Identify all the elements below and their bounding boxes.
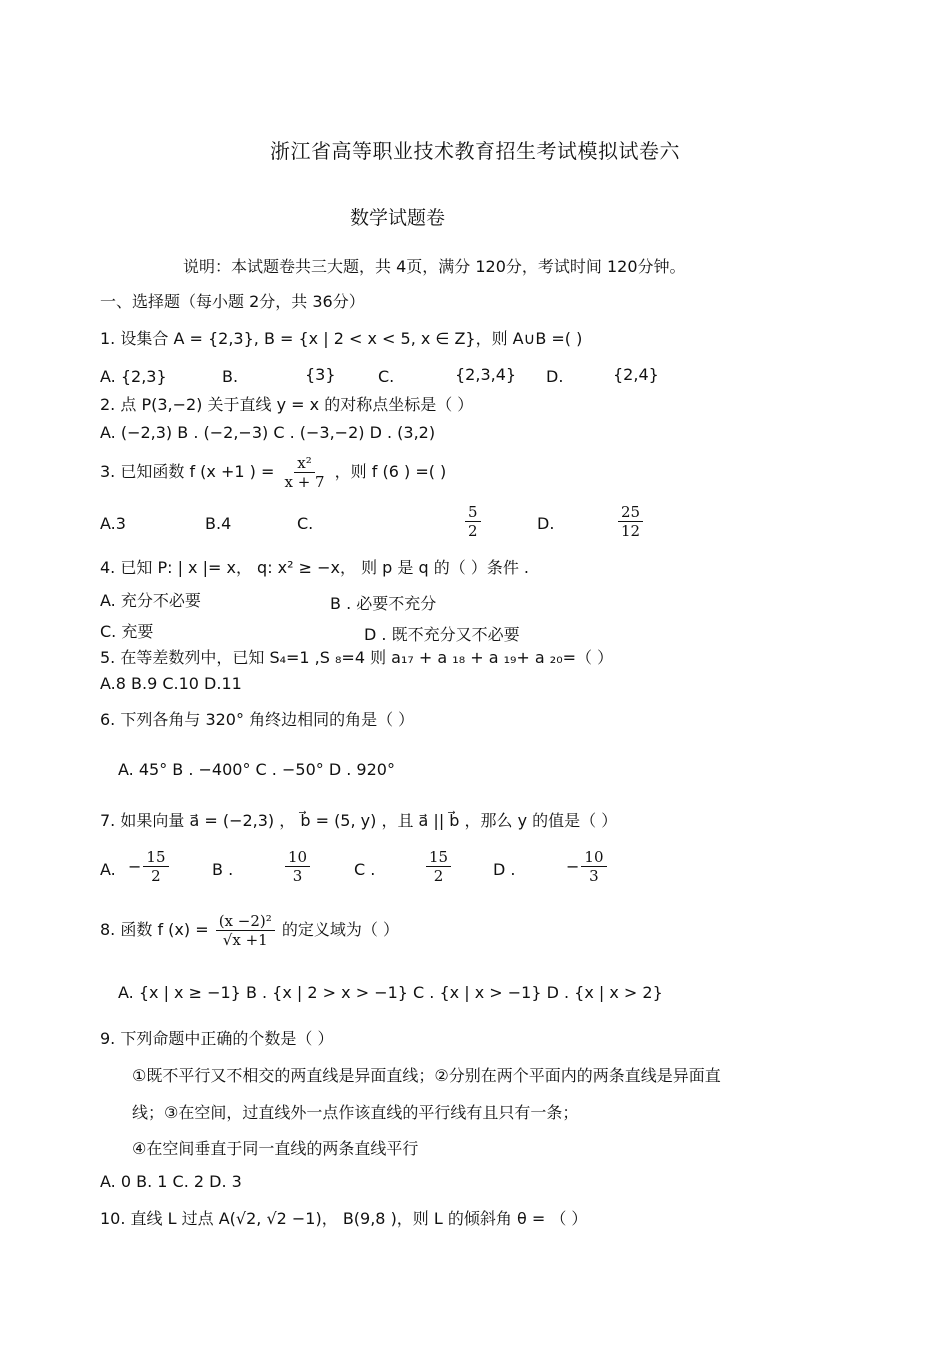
question-1-option-a: A. {2,3} [100,367,167,386]
question-8-suffix: 的定义域为（ ） [281,920,399,939]
question-7-option-c: C . [354,860,376,879]
question-3-suffix: ，则 f (6 ) =( ) [334,462,447,481]
question-3-option-d: D. [537,514,555,533]
question-3-option-b: B.4 [205,514,232,533]
question-5-options: A.8 B.9 C.10 D.11 [100,674,242,693]
question-1-option-d-value: {2,4} [613,365,659,384]
question-1-option-c: C. [378,367,395,386]
section-heading: 一、选择题（每小题 2分，共 36分） [100,292,365,311]
question-7-option-d-denominator: 3 [589,867,599,885]
question-3-option-d-fraction [616,503,645,540]
question-7-option-a-denominator: 2 [151,867,161,885]
question-1-option-c-value: {2,3,4} [455,365,517,384]
question-3-option-d-numerator: 25 [618,503,643,522]
question-8-stem [100,910,399,950]
question-10-stem: 10. 直线 L 过点 A(√2, √2 −1)， B(9,8 )，则 L 的倾斜角 θ = （ ） [100,1209,588,1228]
question-2-options: A. (−2,3) B . (−2,−3) C . (−3,−2) D . (3,2) [100,423,436,442]
question-3-option-c-fraction [463,503,483,540]
question-2-stem: 2. 点 P(3,−2) 关于直线 y = x 的对称点坐标是（ ） [100,395,474,414]
question-8-options: A. {x | x ≥ −1} B . {x | 2 > x > −1} C . {x | x > −1} D . {x | x > 2} [118,983,663,1002]
question-7-option-b-denominator: 3 [292,867,303,885]
question-4-stem: 4. 已知 P: | x |= x， q: x² ≥ −x， 则 p 是 q 的（ ）条件 . [100,558,530,577]
question-7-option-c-denominator: 2 [433,867,444,885]
question-4-option-a: A. 充分不必要 [100,591,201,610]
question-3-option-c-denominator: 2 [468,522,478,540]
question-9-statement-line-2: 线；③在空间，过直线外一点作该直线的平行线有且只有一条； [132,1103,579,1122]
question-3-fraction [281,454,327,491]
question-3-prefix: 3. 已知函数 f (x +1 ) = [100,462,275,481]
question-3-denominator: x + 7 [284,473,325,491]
question-7-option-c-numerator: 15 [426,848,451,867]
question-3-option-a: A.3 [100,514,126,533]
question-7-option-a: A. [100,860,116,879]
question-3-stem [100,452,446,492]
question-7-option-b-numerator: 10 [285,848,310,867]
question-1-option-b: B. [222,367,239,386]
question-3-option-c-numerator: 5 [465,503,481,522]
question-4-option-c: C. 充要 [100,622,154,641]
question-9-statement-line-3: ④在空间垂直于同一直线的两条直线平行 [132,1139,419,1158]
question-7-option-a-numerator: 15 [143,848,168,867]
question-3-option-c: C. [297,514,314,533]
question-7-option-d: D . [493,860,516,879]
question-8-numerator: (x −2)² [216,912,275,931]
question-7-stem: 7. 如果向量 a⃗ = (−2,3) ， b⃗ = (5, y) ，且 a⃗ || b⃗ ，那么 y 的值是（ ） [100,811,618,830]
question-7-option-c-value [424,848,453,885]
question-9-stem: 9. 下列命题中正确的个数是（ ） [100,1029,334,1048]
exam-title: 浙江省高等职业技术教育招生考试模拟试卷六 [270,139,680,163]
question-8-fraction [216,912,275,949]
question-7-option-d-numerator: 10 [581,848,606,867]
question-1-stem: 1. 设集合 A = {2,3}, B = {x | 2 < x < 5, x ∈ Z}，则 A∪B =( ) [100,329,583,348]
question-3-option-d-denominator: 12 [621,522,641,540]
question-3-numerator: x² [294,454,314,473]
question-4-option-b: B . 必要不充分 [330,594,437,613]
exam-instruction: 说明：本试题卷共三大题，共 4页，满分 120分，考试时间 120分钟。 [183,257,686,276]
question-9-statement-line-1: ①既不平行又不相交的两直线是异面直线；②分别在两个平面内的两条直线是异面直 [132,1066,721,1085]
question-1-option-d: D. [546,367,564,386]
question-1-option-b-value: {3} [305,365,336,384]
exam-subtitle: 数学试题卷 [349,207,445,229]
question-8-prefix: 8. 函数 f (x) = [100,920,209,939]
question-7-option-b-value [283,848,312,885]
question-6-options: A. 45° B . −400° C . −50° D . 920° [118,760,395,779]
question-5-stem: 5. 在等差数列中，已知 S₄=1 ,S ₈=4 则 a₁₇ + a ₁₈ + a ₁₉+ a ₂₀=（ ） [100,648,614,667]
question-8-denominator: √x +1 [222,931,268,949]
question-7-option-b: B . [212,860,234,879]
question-9-options: A. 0 B. 1 C. 2 D. 3 [100,1172,242,1191]
question-7-option-d-value: − $\frac{10}{3}$ [566,848,609,885]
question-7-option-a-value: − $\frac{15}{2}$ [128,848,171,885]
question-4-option-d: D . 既不充分又不必要 [364,625,520,644]
question-6-stem: 6. 下列各角与 320° 角终边相同的角是（ ） [100,710,415,729]
